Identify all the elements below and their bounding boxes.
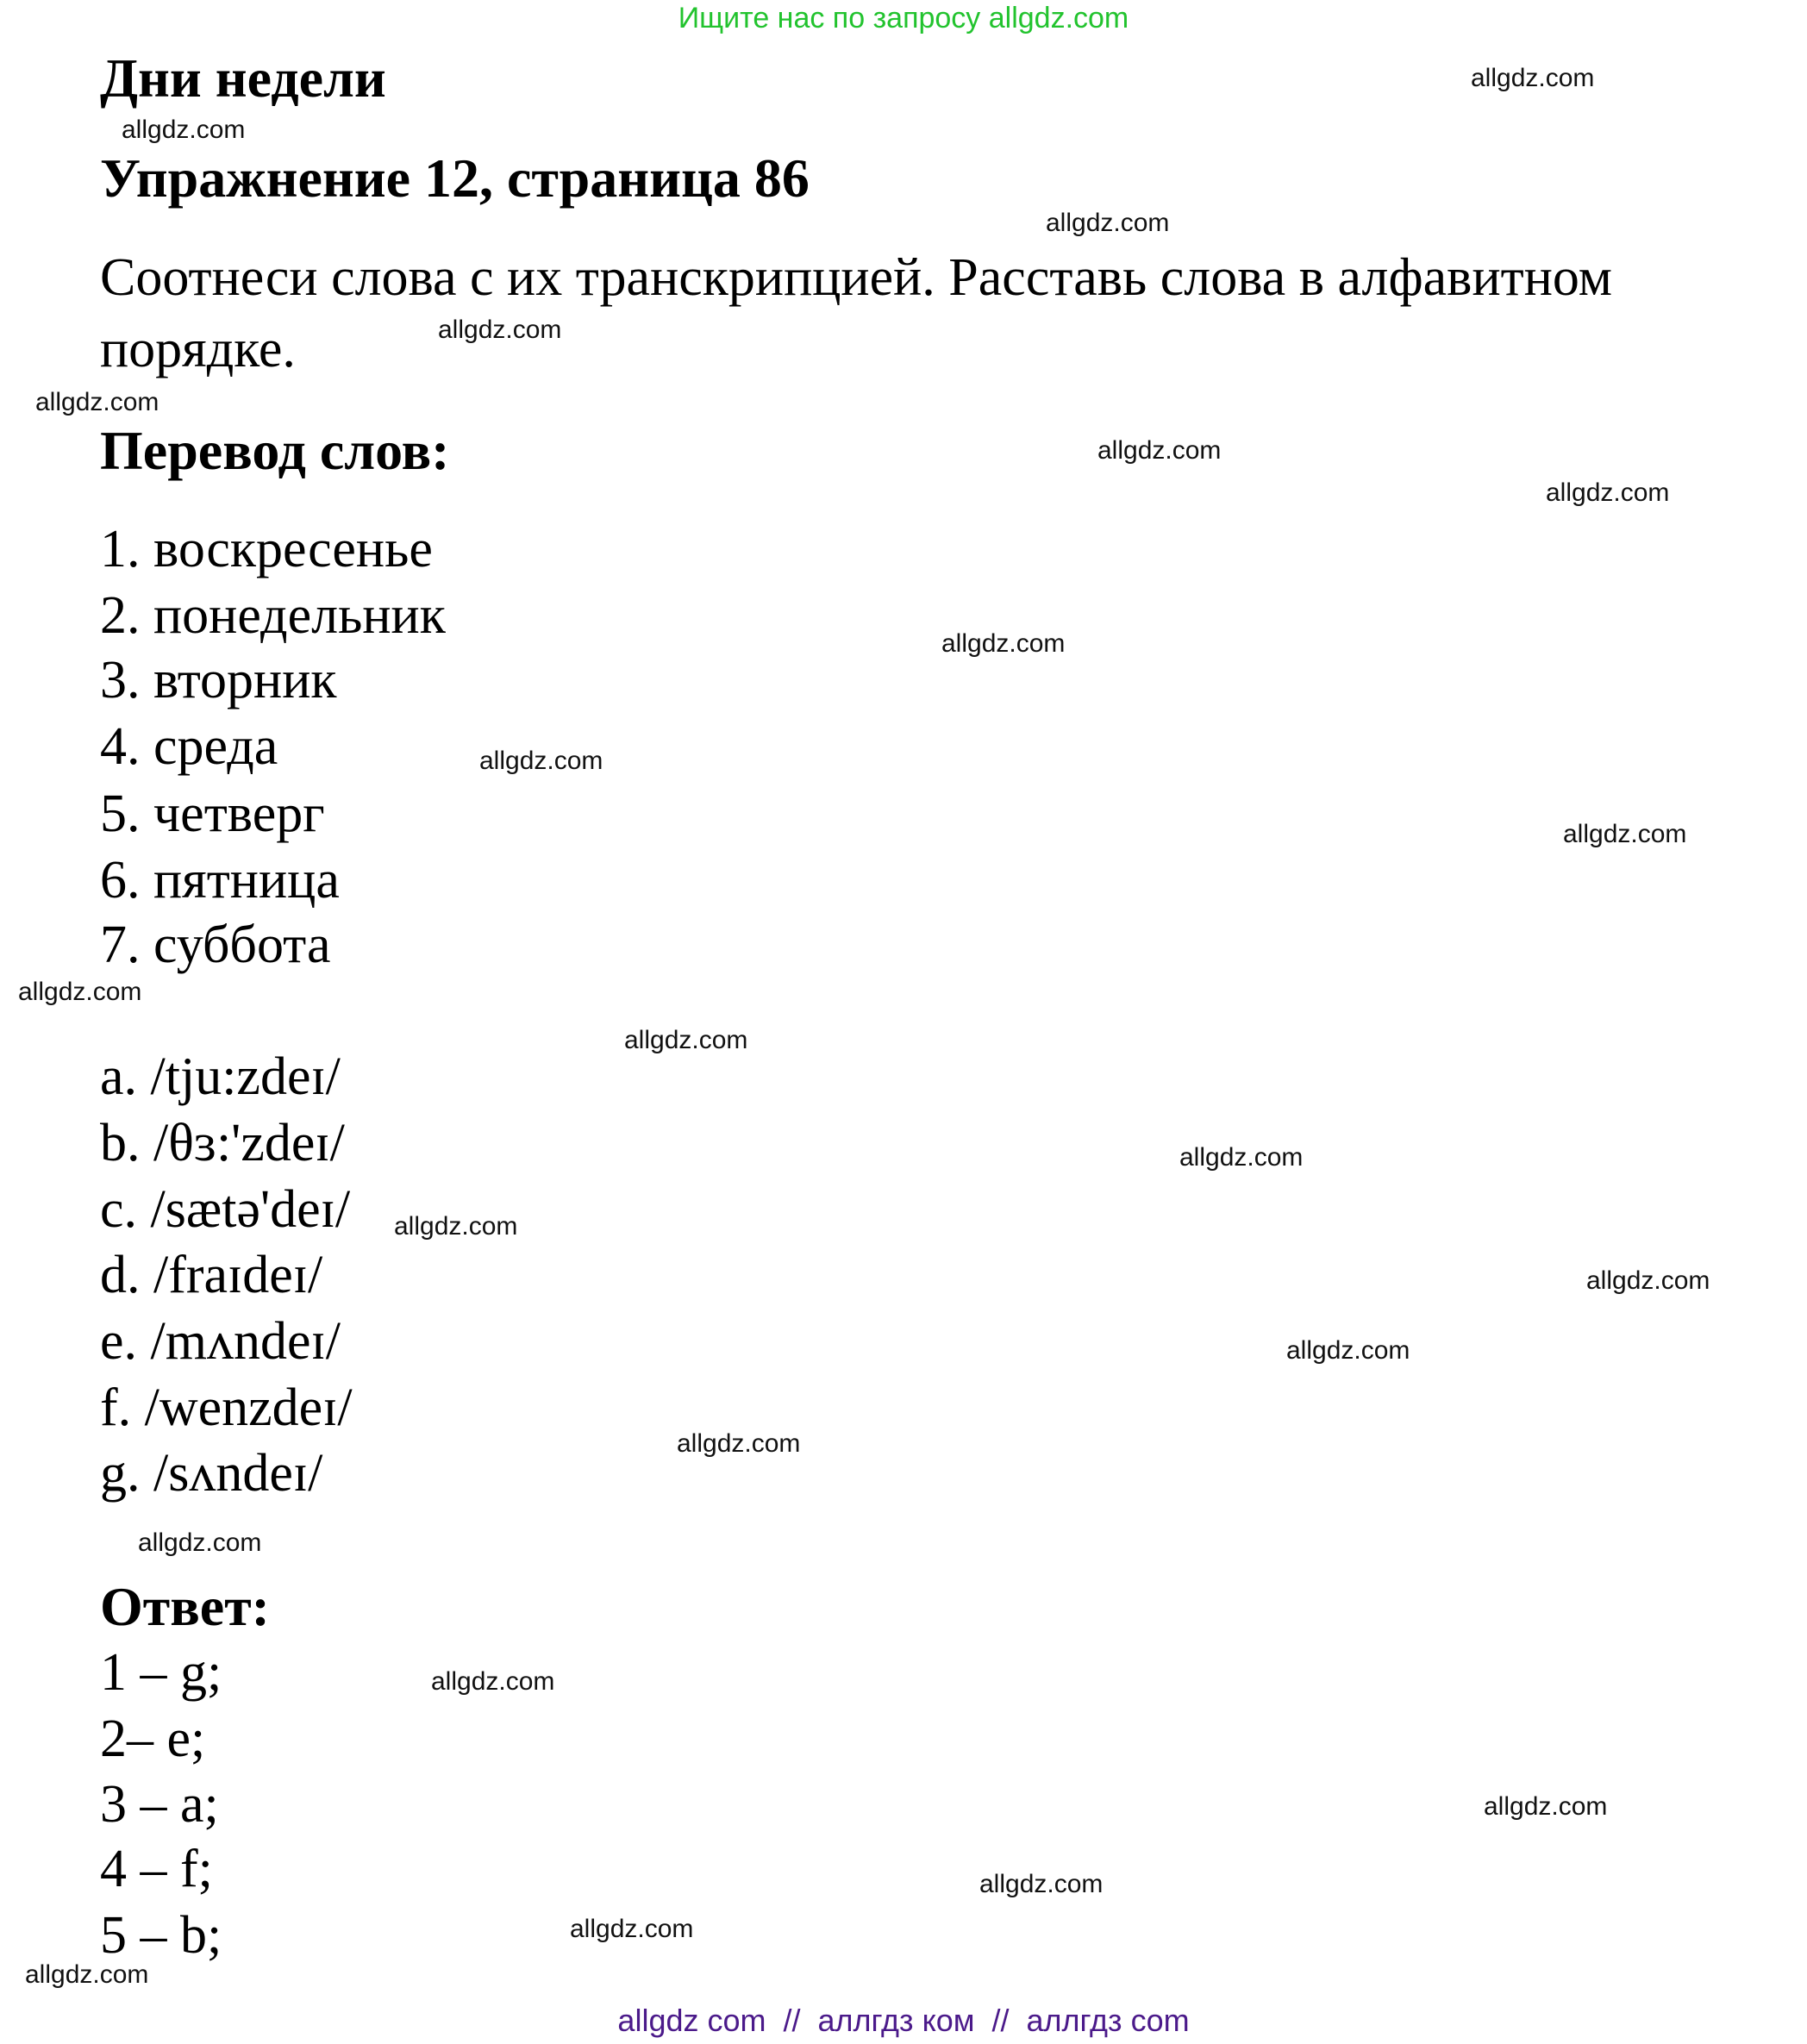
answer-item: 1 – g; [100,1643,222,1702]
transcription-item: f. /wenzdeɪ/ [100,1378,353,1437]
watermark: allgdz.com [1286,1336,1410,1365]
watermark: allgdz.com [479,747,603,775]
exercise-heading: Упражнение 12, страница 86 [100,147,810,209]
task-text-line2: порядке. [100,320,296,378]
watermark: allgdz.com [1563,820,1687,848]
task-text-line1: Соотнеси слова с их транскрипцией. Расставь слова в алфавитном [100,248,1612,307]
word-item: 2. понедельник [100,586,446,645]
footer-links: allgdz com // аллгдз ком // аллгдз com [617,2003,1190,2038]
watermark: allgdz.com [1471,64,1595,92]
transcription-item: d. /fraɪdeɪ/ [100,1246,323,1304]
watermark: allgdz.com [1097,436,1222,465]
watermark: allgdz.com [941,629,1066,658]
watermark: allgdz.com [1546,478,1670,507]
watermark: allgdz.com [1179,1143,1304,1172]
watermark: allgdz.com [35,388,159,416]
watermark: allgdz.com [570,1915,694,1943]
search-banner: Ищите нас по запросу allgdz.com [678,2,1129,34]
word-item: 3. вторник [100,651,337,709]
answer-heading: Ответ: [100,1576,270,1637]
word-item: 1. воскресенье [100,520,433,578]
watermark: allgdz.com [438,316,562,344]
word-item: 6. пятница [100,851,340,909]
transcription-item: c. /sætə'deɪ/ [100,1180,351,1239]
watermark: allgdz.com [138,1528,262,1557]
transcription-item: g. /sʌndeɪ/ [100,1444,323,1503]
transcription-item: a. /tju:zdeɪ/ [100,1047,341,1106]
watermark: allgdz.com [1046,209,1170,237]
word-item: 7. суббота [100,916,331,974]
watermark: allgdz.com [394,1212,518,1241]
word-item: 4. среда [100,717,278,776]
answer-item: 4 – f; [100,1840,213,1898]
watermark: allgdz.com [677,1429,801,1458]
watermark: allgdz.com [624,1026,748,1054]
watermark: allgdz.com [122,116,246,144]
answer-item: 5 – b; [100,1906,222,1965]
answer-item: 3 – a; [100,1775,219,1834]
transcription-item: b. /θɜ:'zdeɪ/ [100,1114,345,1172]
watermark: allgdz.com [25,1960,149,1989]
word-item: 5. четверг [100,784,325,843]
watermark: allgdz.com [18,978,142,1006]
watermark: allgdz.com [1586,1266,1710,1295]
transcription-item: e. /mʌndeɪ/ [100,1312,341,1371]
watermark: allgdz.com [431,1667,555,1696]
watermark: allgdz.com [979,1870,1104,1898]
page-title: Дни недели [100,47,386,109]
translation-heading: Перевод слов: [100,420,450,481]
answer-item: 2– e; [100,1710,206,1768]
watermark: allgdz.com [1484,1792,1608,1821]
